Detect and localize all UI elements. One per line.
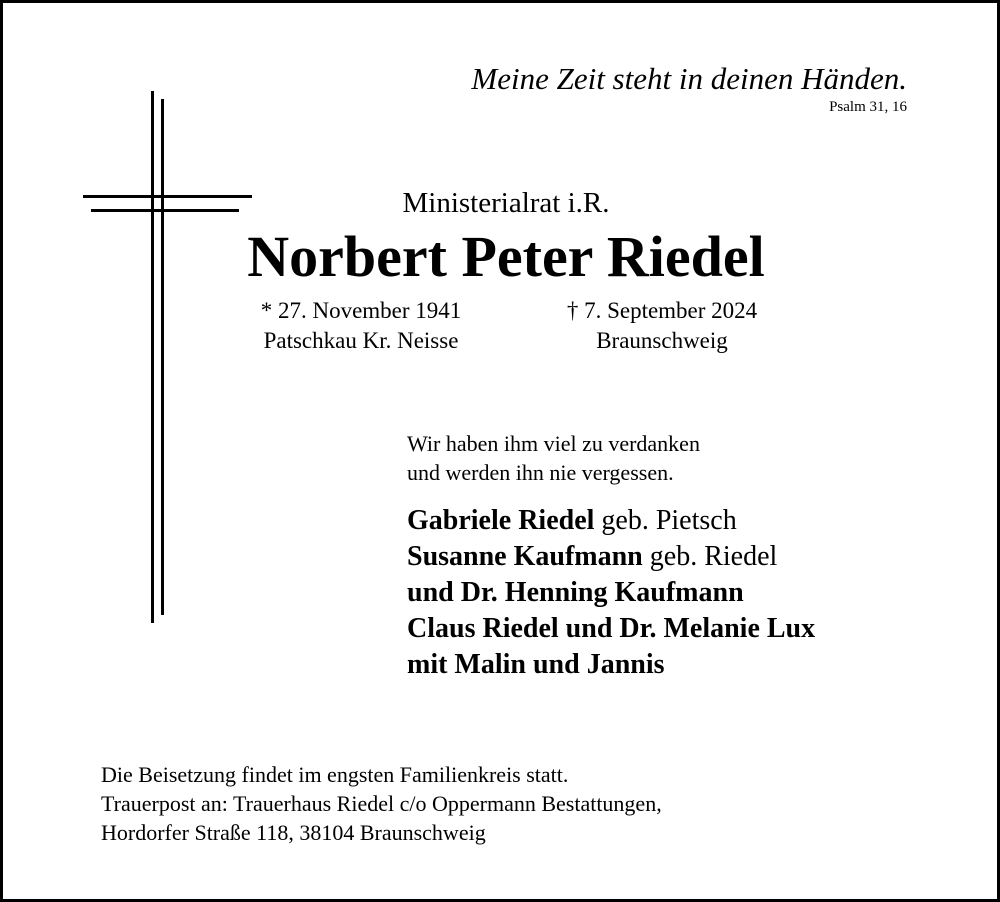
birth-date: * 27. November 1941 (260, 298, 462, 323)
deceased-name: Norbert Peter Riedel (247, 224, 765, 289)
mourner-line: Claus Riedel und Dr. Melanie Lux (407, 613, 816, 644)
birth-place: Patschkau Kr. Neisse (263, 328, 459, 353)
thanks-line: Wir haben ihm viel zu verdanken (407, 431, 700, 456)
mourners-list (407, 503, 815, 683)
condolence-address-line: Hordorfer Straße 118, 38104 Braunschweig (101, 820, 486, 845)
funeral-info (101, 760, 662, 847)
mourner-line: mit Malin und Jannis (407, 649, 665, 680)
mourner-line: Gabriele Riedel geb. Pietsch (407, 505, 737, 536)
motto-source: Psalm 31, 16 (829, 99, 907, 115)
motto-verse: Meine Zeit steht in deinen Händen. (471, 61, 907, 96)
thanks-line: und werden ihn nie vergessen. (407, 460, 674, 485)
condolence-address-line: Trauerpost an: Trauerhaus Riedel c/o Oppermann Bestattungen, (101, 791, 662, 816)
mourner-line: Susanne Kaufmann geb. Riedel (407, 541, 778, 572)
birth-info (211, 296, 511, 356)
honorific-title: Ministerialrat i.R. (402, 187, 610, 219)
mourner-line: und Dr. Henning Kaufmann (407, 577, 744, 608)
burial-note: Die Beisetzung findet im engsten Familienkreis statt. (101, 762, 569, 787)
death-date: † 7. September 2024 (566, 298, 758, 323)
death-info (512, 296, 812, 356)
latin-cross-icon (83, 91, 258, 626)
thanks-text (407, 429, 700, 487)
death-place: Braunschweig (596, 328, 728, 353)
